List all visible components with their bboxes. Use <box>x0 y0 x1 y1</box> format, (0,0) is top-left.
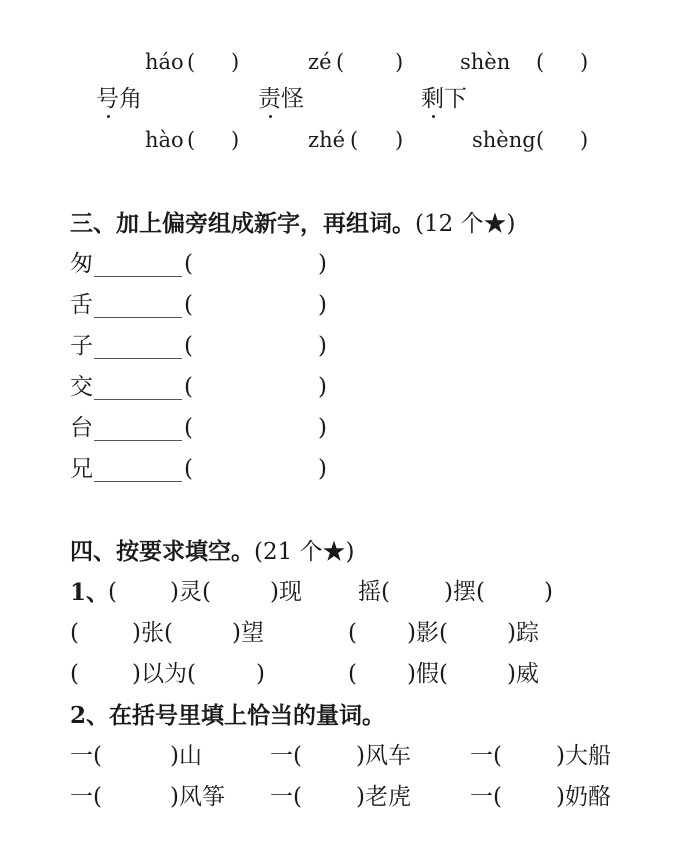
paren-open: ( <box>184 251 193 277</box>
paren-open: ( <box>187 50 196 74</box>
word-shengxia: 剩下 <box>421 86 467 112</box>
fill-segment: 一( <box>270 784 302 810</box>
fill-segment: )现 <box>270 579 302 605</box>
fill-segment: )奶酪 <box>556 784 611 810</box>
paren-close: ) <box>231 128 240 152</box>
paren-close: ) <box>318 456 327 482</box>
word-zeguai: 责怪 <box>258 86 304 112</box>
paren-close: ) <box>318 374 327 400</box>
fill-segment: 一( <box>470 784 502 810</box>
fill-segment: ( <box>70 661 79 687</box>
paren-close: ) <box>318 292 327 318</box>
paren-open: ( <box>184 456 193 482</box>
paren-close: ) <box>395 50 404 74</box>
pinyin-hao2: háo <box>145 50 184 74</box>
paren-close: ) <box>580 50 589 74</box>
fill-segment: )张( <box>132 620 173 646</box>
fill-segment: )踪 <box>507 620 539 646</box>
fill-segment: )风筝 <box>170 784 225 810</box>
paren-open: ( <box>184 415 193 441</box>
fill-segment: )假( <box>407 661 448 687</box>
paren-open: ( <box>184 333 193 359</box>
fill-segment: ( <box>108 579 117 605</box>
fill-segment: )山 <box>170 743 202 769</box>
fill-segment: )望 <box>232 620 264 646</box>
answer-blank[interactable] <box>94 276 182 277</box>
answer-blank[interactable] <box>94 440 182 441</box>
paren-open: ( <box>184 292 193 318</box>
question1-label: 1、 <box>70 579 110 606</box>
radical-char: 台 <box>70 415 93 441</box>
paren-open: ( <box>536 128 545 152</box>
answer-blank[interactable] <box>94 358 182 359</box>
emphasis-dot <box>432 115 435 118</box>
paren-open: ( <box>336 50 345 74</box>
emphasis-dot <box>269 115 272 118</box>
section4-star-count: (21 个★) <box>254 539 355 565</box>
answer-blank[interactable] <box>94 399 182 400</box>
fill-segment: )风车 <box>356 743 411 769</box>
fill-segment: 一( <box>470 743 502 769</box>
radical-char: 交 <box>70 374 93 400</box>
fill-segment: )老虎 <box>356 784 411 810</box>
radical-char: 匆 <box>70 251 93 277</box>
paren-open: ( <box>187 128 196 152</box>
fill-segment: 一( <box>70 784 102 810</box>
pinyin-sheng4: shèng <box>472 128 536 152</box>
paren-close: ) <box>318 415 327 441</box>
paren-close: ) <box>318 251 327 277</box>
fill-segment: 一( <box>270 743 302 769</box>
radical-char: 舌 <box>70 292 93 318</box>
pinyin-zhe2: zhé <box>308 128 346 152</box>
paren-close: ) <box>318 333 327 359</box>
fill-segment: )摆( <box>444 579 485 605</box>
paren-open: ( <box>350 128 359 152</box>
answer-blank[interactable] <box>94 317 182 318</box>
pinyin-hao4: hào <box>145 128 184 152</box>
pinyin-ze2: zé <box>308 50 332 74</box>
question2-title: 2、在括号里填上恰当的量词。 <box>70 702 386 729</box>
fill-segment: ) <box>256 661 265 687</box>
radical-char: 子 <box>70 333 93 359</box>
radical-char: 兄 <box>70 456 93 482</box>
section3-star-count: (12 个★) <box>415 211 516 237</box>
section3-title: 三、加上偏旁组成新字，再组词。(12 个★) <box>70 210 516 237</box>
pinyin-shen4: shèn <box>460 50 511 74</box>
paren-close: ) <box>580 128 589 152</box>
fill-segment: )影( <box>407 620 448 646</box>
answer-blank[interactable] <box>94 481 182 482</box>
word-haojiao: 号角 <box>96 86 142 112</box>
fill-segment: ) <box>544 579 553 605</box>
paren-close: ) <box>395 128 404 152</box>
fill-segment: ( <box>70 620 79 646</box>
fill-segment: )以为( <box>132 661 196 687</box>
fill-segment: )大船 <box>556 743 611 769</box>
emphasis-dot <box>107 115 110 118</box>
section4-title: 四、按要求填空。(21 个★) <box>70 538 355 565</box>
paren-open: ( <box>536 50 545 74</box>
fill-segment: ( <box>348 620 357 646</box>
fill-segment: ( <box>348 661 357 687</box>
paren-open: ( <box>184 374 193 400</box>
fill-segment: )威 <box>507 661 539 687</box>
fill-segment: 摇( <box>358 579 390 605</box>
fill-segment: 一( <box>70 743 102 769</box>
paren-close: ) <box>231 50 240 74</box>
fill-segment: )灵( <box>170 579 211 605</box>
